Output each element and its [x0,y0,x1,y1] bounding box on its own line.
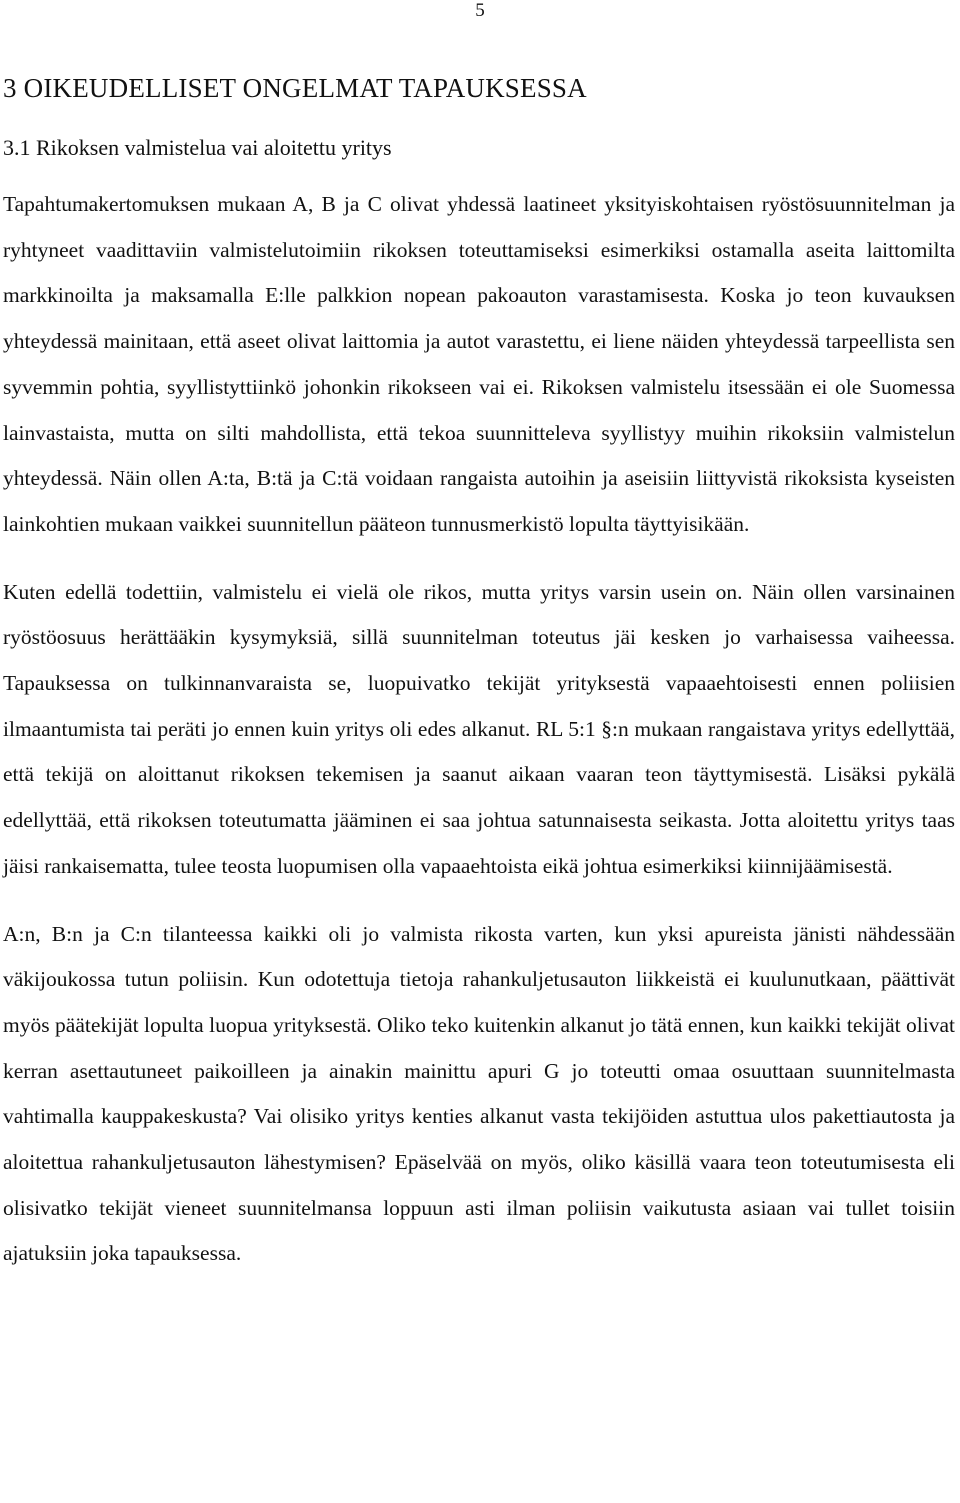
page-content [3,68,955,1277]
paragraph-3: A:n, B:n ja C:n tilanteessa kaikki oli jo valmista rikosta varten, kun yksi apureista jänisti nähdessään väkijoukossa tutun poliisin. Kun odotettuja tietoja rahankuljetusauton liikkeistä ei kuulunutkaan, päättivät myös päätekijät lopulta luopua yrityksestä. Oliko teko kuitenkin alkanut jo tätä ennen, kun kaikki tekijät olivat kerran asettautuneet paikoilleen ja ainakin mainittu apuri G jo toteutti omaa osuuttaan suunnitelmasta vahtimalla kauppakeskusta? Vai olisiko yritys kenties alkanut vasta tekijöiden astuttua ulos pakettiautosta ja aloitettua rahankuljetusauton lähestymisen? Epäselvää on myös, oliko käsillä vaara teon toteutumisesta eli olisivatko tekijät vieneet suunnitelmansa loppuun asti ilman poliisin vaikutusta asiaan vai tullet toisiin ajatuksiin joka tapauksessa. [3,921,955,1266]
chapter-heading: 3 OIKEUDELLISET ONGELMAT TAPAUKSESSA [3,73,587,103]
section-heading: 3.1 Rikoksen valmistelua vai aloitettu yritys [3,135,392,160]
paragraph-2: Kuten edellä todettiin, valmistelu ei vielä ole rikos, mutta yritys varsin usein on. Näin ollen varsinainen ryöstöosuus herättääkin kysymyksiä, sillä suunnitelman toteutus jäi kesken jo varhaisessa vaiheessa. Tapauksessa on tulkinnanvaraista se, luopuivatko tekijät yrityksestä vapaaehtoisesti ennen poliisien ilmaantumista tai peräti jo ennen kuin yritys oli edes alkanut. RL 5:1 §:n mukaan rangaistava yritys edellyttää, että tekijä on aloittanut rikoksen tekemisen ja saanut aikaan vaaran teon täyttymisestä. Lisäksi pykälä edellyttää, että rikoksen toteutumatta jääminen ei saa johtua satunnaisesta seikasta. Jotta aloitettu yritys taas jäisi rankaisematta, tulee teosta luopumisen olla vapaaehtoista eikä johtua esimerkiksi kiinnijäämisestä. [3,579,955,878]
paragraph-1: Tapahtumakertomuksen mukaan A, B ja C olivat yhdessä laatineet yksityiskohtaisen ryöstösuunnitelman ja ryhtyneet vaadittaviin valmistelutoimiin rikoksen toteuttamiseksi esimerkiksi ostamalla aseita laittomilta markkinoilta ja maksamalla E:lle palkkion nopean pakoauton varastamisesta. Koska jo teon kuvauksen yhteydessä mainitaan, että aseet olivat laittomia ja autot varastettu, ei liene näiden yhteydessä tarpeellista sen syvemmin pohtia, syyllistyttiinkö johonkin rikokseen vai ei. Rikoksen valmistelu itsessään ei ole Suomessa lainvastaista, mutta on silti mahdollista, että tekoa suunnitteleva syyllistyy muihin rikoksiin valmistelun yhteydessä. Näin ollen A:ta, B:tä ja C:tä voidaan rangaista autoihin ja aseisiin liittyvistä rikoksista kyseisten lainkohtien mukaan vaikkei suunnitellun pääteon tunnusmerkistö lopulta täyttyisikään. [3,192,955,536]
page-number: 5 [475,0,485,21]
